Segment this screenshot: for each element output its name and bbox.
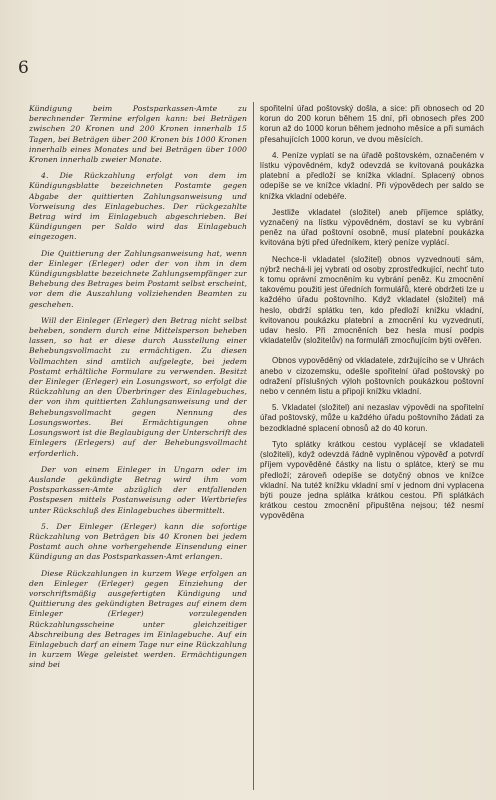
german-text-column xyxy=(29,104,247,794)
paragraph: 4. Die Rückzahlung erfolgt von dem im Kündigungsblatte bezeichneten Postamte gegen Abgabe der quittierten Zahlungsanweisung und Vorweisung des Einlagebuches. Der rückgezahlte Betrag wird im Einlagebuch abgeschrieben. Bei Kündigungen per Saldo wird das Einlagebuch eingezogen. xyxy=(29,171,247,242)
column-divider xyxy=(253,102,254,790)
paragraph: Obnos vypověděný od vkladatele, zdržujícího se v Uhrách anebo v cizozemsku, odešle spořitelní úřad poštovský po odražení příslušných výloh poštovních poukázkou poštovní nebo v cenném listu a připojí knížku vkladní. xyxy=(260,356,484,397)
paragraph: Der von einem Einleger in Ungarn oder im Auslande gekündigte Betrag wird ihm vom Postsparkassen-Amte abzüglich der entfallenden Postspesen mittels Postanweisung oder Wertbriefes unter Rückschluß des Einlagebuches übermittelt. xyxy=(29,464,247,515)
paragraph: Will der Einleger (Erleger) den Betrag nicht selbst beheben, sondern durch eine Mittelsperson beheben lassen, so hat er diese durch Ausstellung einer Behebungsvollmacht zu ermächtigen. Zu diesen Vollmachten sind amtlich aufgelegte, bei jedem Postamt erhältliche Formulare zu verwenden. Besitzt der Einleger (Erleger) ein Losungswort, so erfolgt die Rückzahlung an den Überbringer des Einlagebuches, der von ihm quittierten Zahlungsanweisung und der Behebungsvollmacht gegen Nennung des Losungswortes. Bei Ermächtigungen ohne Losungswort ist die Beglaubigung der Unterschrift des Einlegers (Erlegers) auf der Behebungsvollmacht erforderlich. xyxy=(29,315,247,458)
paragraph: Kündigung beim Postsparkassen-Amte zu berechnender Termine erfolgen kann: bei Beträgen zwischen 20 Kronen und 200 Kronen innerhalb 15 Tagen, bei Beträgen über 200 Kronen bis 1000 Kronen innerhalb eines Monates und bei Beträgen über 1000 Kronen innerhalb zweier Monate. xyxy=(29,104,247,165)
paragraph: 4. Peníze vyplatí se na úřadě poštovském, označeném v lístku výpovědném, když odevzdá se kvitovaná poukázka platební a předloží se knížka vkladní. Splacený obnos odepíše se ve knížce vkladní. Při výpovědech per saldo se knížka vkladní odebéře. xyxy=(260,150,484,201)
paragraph: Diese Rückzahlungen in kurzem Wege erfolgen an den Einleger (Erleger) gegen Einziehung der vorschriftsmäßig ausgefertigten Kündigung und Quittierung des gekündigten Betrages auf einem dem Einleger (Erleger) vorzulegenden Rückzahlungsscheine unter gleichzeitiger Abschreibung des Betrages im Einlagebuche. Auf ein Einlagebuch darf an einem Tage nur eine Rückzahlung in kurzem Wege geleistet werden. Ermächtigungen sind bei xyxy=(29,568,247,670)
paragraph: 5. Der Einleger (Erleger) kann die sofortige Rückzahlung von Beträgen bis 40 Kronen bei jedem Postamt auch ohne vorhergehende Einsendung einer Kündigung an das Postsparkassen-Amt erlangen. xyxy=(29,521,247,562)
paragraph: 5. Vkladatel (složitel) ani nezaslav výpovědi na spořitelní úřad poštovský, může u každého úřadu poštovního žádati za bezodkladné splacení obnosů až do 40 korun. xyxy=(260,403,484,433)
paragraph: spořitelní úřad poštovský došla, a sice: při obnosech od 20 korun do 200 korun během 15 dní, při obnosech přes 200 korun až do 1000 korun během jednoho měsíce a při sumách přesahujících 1000 korun, ve dvou měsících. xyxy=(260,104,484,144)
page-number: 6 xyxy=(18,58,29,78)
czech-text-column xyxy=(260,104,484,794)
paragraph: Die Quittierung der Zahlungsanweisung hat, wenn der Einleger (Erleger) oder der von ihm in dem Kündigungsblatte bezeichnete Zahlungsempfänger zur Behebung des Betrages beim Postamt selbst erscheint, vor dem die Auszahlung vollziehenden Beamten zu geschehen. xyxy=(29,248,247,309)
paragraph: Jestliže vkladatel (složitel) aneb příjemce splátky, vyznačený na lístku výpovědném, dostaví se ku vybrání peněz na úřad poštovní osobně, musí platební poukázka kvitována býti před úředníkem, který peníze vyplácí. xyxy=(260,207,484,248)
paragraph: Tyto splátky krátkou cestou vyplácejí se vkladateli (složiteli), když odevzdá řádně vyplněnou výpověď a potvrdí příjem vypověděné částky na listu o splátce, který se mu předloží; zároveň odepíše se dotyčný obnos ve knížce vkladní. Na tutéž knížku vkladní smí v jednom dni vyplacena býti pouze jedna splátka krátkou cestou. Při splátkách krátkou cestou zmocnění připuštěna nejsou; též nesmí vypověděna xyxy=(260,439,484,521)
paragraph: Nechce-li vkladatel (složitel) obnos vyzvednouti sám, nýbrž nechá-li jej vybrati od osoby zprostředkující, nechť tuto k tomu oprávní zmocněním ku vybrání peněz. Ku zmocnění takovému použiti jest úředních formulářů, které obdržeti lze u každého úřadu poštovního. Když vkladatel (složitel) má heslo, obdrží splátku ten, kdo předloží knížku vkladní, kvitovanou poukázku platební a zmocnění ku vyzvednutí, udav heslo. Při zmocněních bez hesla musí podpis vkladatelův (složitelův) na formuláři zmocňujícím býti ověřen. xyxy=(260,254,484,346)
